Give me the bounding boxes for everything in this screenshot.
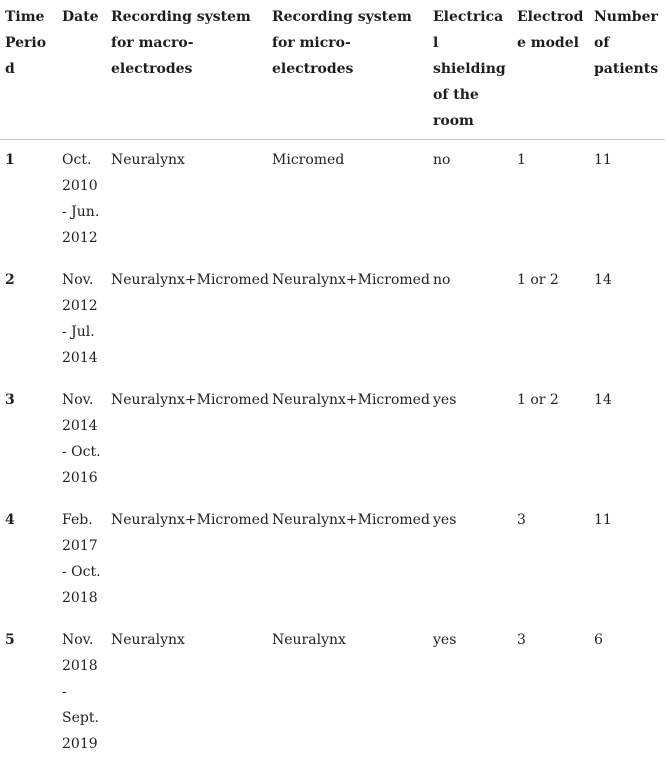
cell-macro-system: Neuralynx+Micromed [111,272,269,288]
header-micro-recording-system: Recording system for micro-electrodes [267,0,428,140]
cell-macro-system: Neuralynx+Micromed [111,392,269,408]
table-row [0,260,665,380]
table-row [0,140,665,261]
cell-micro-system: Neuralynx+Micromed [272,272,430,288]
cell-micro-system: Neuralynx [272,632,346,648]
cell-micro-system: Micromed [272,152,345,168]
cell-period: 2 [5,272,15,288]
cell-electrode-model: 3 [517,632,526,648]
cell-patients: 11 [594,512,612,528]
cell-date: Nov. 2018 - Sept. 2019 [62,632,99,752]
cell-macro-system: Neuralynx+Micromed [111,512,269,528]
cell-period: 3 [5,392,15,408]
header-electrical-shielding: Electrical shielding of the room [428,0,512,140]
cell-micro-system: Neuralynx+Micromed [272,392,430,408]
cell-period: 4 [5,512,15,528]
cell-micro-system: Neuralynx+Micromed [272,512,430,528]
cell-macro-system: Neuralynx [111,152,185,168]
header-time-period: Time Period [0,0,57,140]
cell-patients: 14 [594,392,612,408]
header-number-of-patients: Number of patients [589,0,665,140]
cell-shielding: no [433,152,451,168]
cell-patients: 14 [594,272,612,288]
cell-date: Oct. 2010 - Jun. 2012 [62,152,100,246]
cell-period: 1 [5,152,15,168]
cell-shielding: yes [433,512,457,528]
cell-electrode-model: 1 or 2 [517,392,559,408]
header-date: Date [57,0,106,140]
cell-shielding: yes [433,392,457,408]
table-row [0,380,665,500]
header-macro-recording-system: Recording system for macro-electrodes [106,0,267,140]
table-row [0,620,665,766]
cell-shielding: yes [433,632,457,648]
cell-period: 5 [5,632,15,648]
cell-date: Nov. 2012 - Jul. 2014 [62,272,98,366]
table-header-row [0,0,665,140]
cell-patients: 6 [594,632,603,648]
cell-shielding: no [433,272,451,288]
table-row [0,500,665,620]
header-electrode-model: Electrode model [512,0,589,140]
cell-electrode-model: 3 [517,512,526,528]
cell-electrode-model: 1 or 2 [517,272,559,288]
cell-date: Feb. 2017 - Oct. 2018 [62,512,101,606]
cell-date: Nov. 2014 - Oct. 2016 [62,392,101,486]
cell-macro-system: Neuralynx [111,632,185,648]
cell-patients: 11 [594,152,612,168]
cell-electrode-model: 1 [517,152,526,168]
